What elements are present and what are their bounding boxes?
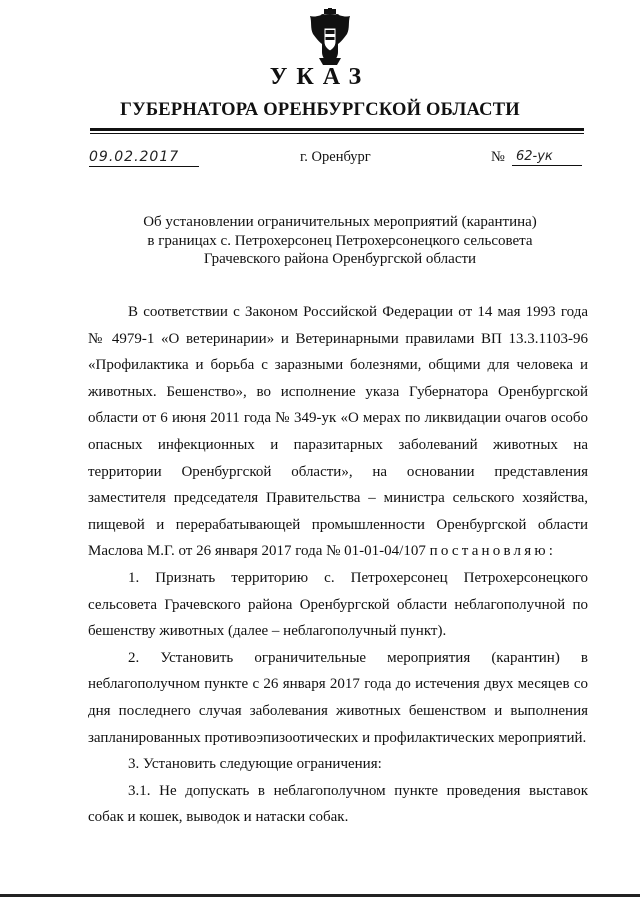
item-paragraph: 2. Установить ограничительные мероприятия (карантин) в неблагополучном пункте с 26 января 2017 года до истечения двух месяцев со дня последнего случая заболевания животных бешенством и выполнения запланированных противоэпизоотических и профилактических мероприятий.: [88, 649, 588, 746]
subject-line: Грачевского района Оренбургской области: [203, 251, 477, 267]
item-paragraph: 1. Признать территорию с. Петрохерсонец Петрохерсонецкого сельсовета Грачевского района Оренбургской области неблагополучной по бешенству животных (далее – неблагополучный пункт).: [88, 569, 588, 640]
item-paragraph: 3. Установить следующие ограничения:: [128, 756, 382, 773]
decree-word: постановляю:: [429, 543, 557, 560]
document-subject: [110, 213, 570, 269]
header-divider-thin: [90, 133, 584, 134]
document-number: 62-ук: [512, 149, 582, 166]
coat-of-arms-icon: [307, 8, 353, 66]
subject-line: Об установлении ограничительных мероприятий (карантина): [143, 214, 537, 230]
document-city: г. Оренбург: [300, 149, 371, 165]
number-label: №: [491, 149, 505, 165]
document-body: [88, 299, 588, 831]
preamble-text: В соответствии с Законом Российской Федерации от 14 мая 1993 года № 4979-1 «О ветеринарии» и Ветеринарными правилами ВП 13.3.1103-96 «Профилактика и борьба с заразными болезнями, общими для человека и животных. Бешенство», во исполнение указа Губернатора Оренбургской области от 6 июня 2011 года № 349-ук «О мерах по ликвидации очагов особо опасных инфекционных и паразитарных заболеваний животных на территории Оренбургской области», на основании представления заместителя председателя Правительства – министра сельского хозяйства, пищевой и перерабатывающей промышленности Оренбургской области Маслова М.Г. от 26 января 2017 года № 01-01-04/107: [88, 304, 588, 560]
document-issuer: ГУБЕРНАТОРА ОРЕНБУРГСКОЙ ОБЛАСТИ: [120, 100, 520, 120]
preamble-paragraph: [88, 299, 588, 565]
document-date: 09.02.2017: [89, 149, 199, 167]
header-divider-thick: [90, 128, 584, 131]
document-title: УКАЗ: [269, 64, 371, 90]
item-paragraph: 3.1. Не допускать в неблагополучном пункте проведения выставок собак и кошек, выводок и натаски собак.: [88, 782, 588, 826]
subject-line: в границах с. Петрохерсонец Петрохерсонецкого сельсовета: [147, 232, 533, 249]
page-bottom-edge: [0, 894, 640, 897]
